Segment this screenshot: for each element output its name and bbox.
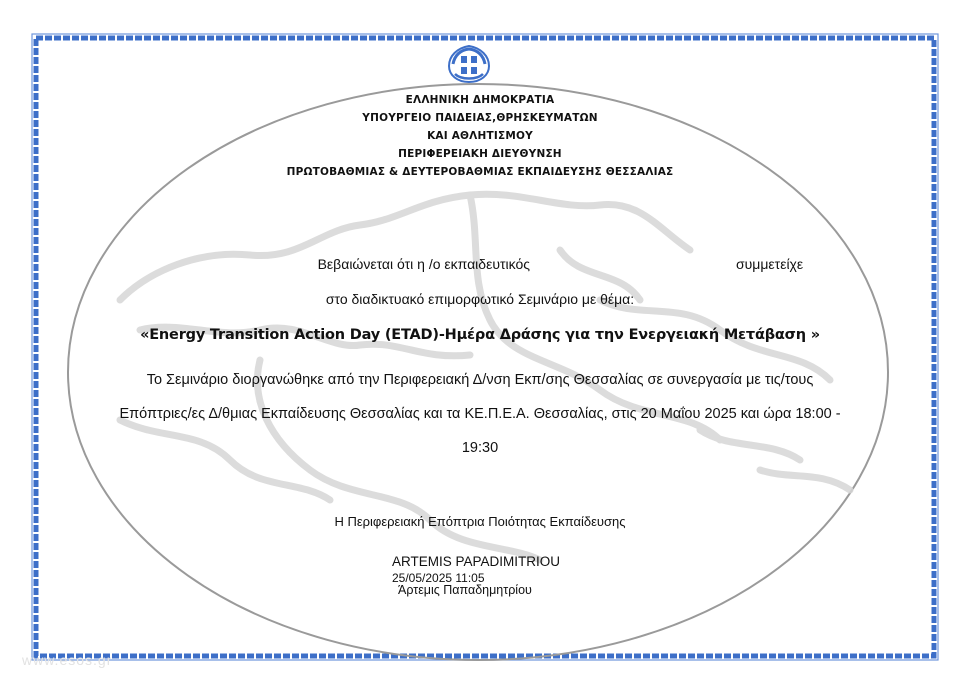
signer-name-greek: Άρτεμις Παπαδημητρίου [398,583,532,597]
seminar-title: «Energy Transition Action Day (ETAD)-Ημέρα Δράσης για την Ενεργειακή Μετάβαση » [140,327,820,343]
certify-text: Βεβαιώνεται ότι η /ο εκπαιδευτικός [317,256,530,272]
organized-line-3: 19:30 [461,440,499,456]
participated-text: συμμετείχε [736,256,804,272]
header-line-4: ΠΕΡΙΦΕΡΕΙΑΚΗ ΔΙΕΥΘΥΝΣΗ [398,148,562,160]
watermark: www.esos.gr [22,652,113,668]
header-line-3: ΚΑΙ ΑΘΛΗΤΙΣΜΟΥ [427,130,533,142]
organized-line-1: Το Σεμινάριο διοργανώθηκε από την Περιφερειακή Δ/νση Εκπ/σης Θεσσαλίας σε συνεργασία με τις/τους [146,372,814,388]
signature-timestamp: 25/05/2025 11:05 [392,571,485,585]
seminar-intro: στο διαδικτυακό επιμορφωτικό Σεμινάριο με θέμα: [325,291,635,307]
header-line-2: ΥΠΟΥΡΓΕΙΟ ΠΑΙΔΕΙΑΣ,ΘΡΗΣΚΕΥΜΑΤΩΝ [362,112,598,124]
organized-line-2: Επόπτριες/ες Δ/θμιας Εκπαίδευσης Θεσσαλίας και τα ΚΕ.Π.Ε.Α. Θεσσαλίας, στις 20 Μαΐου 2025 και ώρα 18:00 - [119,406,841,422]
greek-emblem-icon [447,44,491,84]
signatory-role: Η Περιφερειακή Επόπτρια Ποιότητας Εκπαίδευσης [334,514,626,529]
header-line-5: ΠΡΩΤΟΒΑΘΜΙΑΣ & ΔΕΥΤΕΡΟΒΑΘΜΙΑΣ ΕΚΠΑΙΔΕΥΣΗΣ ΘΕΣΣΑΛΙΑΣ [286,166,674,178]
signer-name-latin: ARTEMIS PAPADIMITRIOU [392,554,561,569]
header-line-1: ΕΛΛΗΝΙΚΗ ΔΗΜΟΚΡΑΤΙΑ [405,94,555,106]
